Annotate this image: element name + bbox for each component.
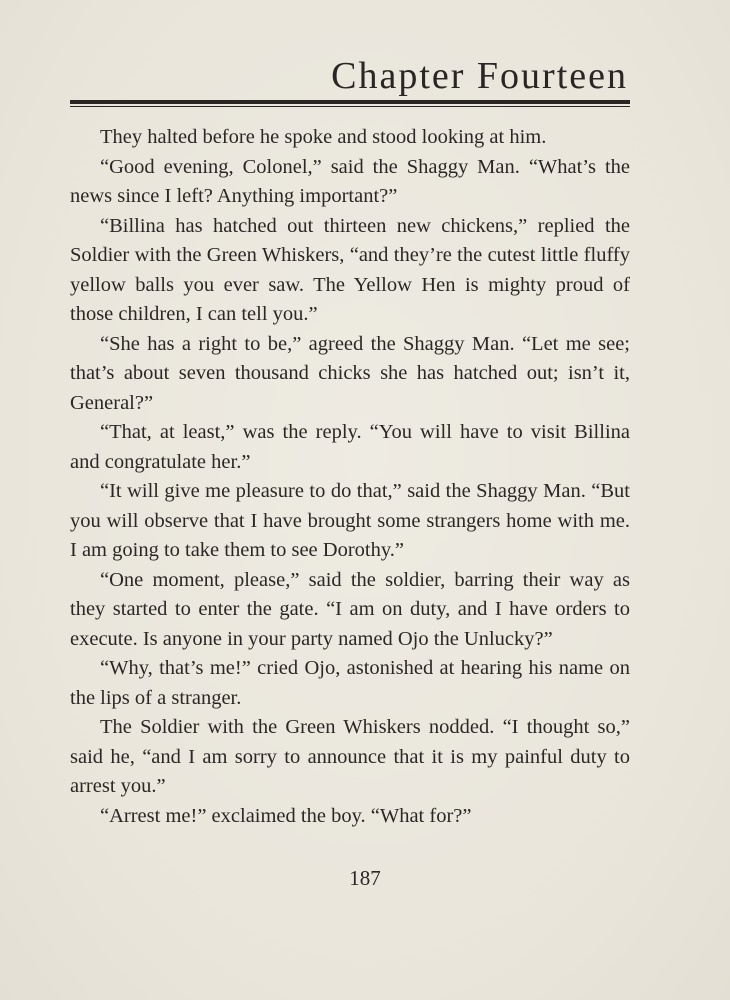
paragraph: “She has a right to be,” agreed the Shaggy Man. “Let me see; that’s about seven thousand chicks she has hatched out; isn’t it, General?”: [70, 332, 630, 414]
paragraph: “Good evening, Colonel,” said the Shaggy Man. “What’s the news since I left? Anything important?”: [70, 155, 630, 207]
paragraph: “Billina has hatched out thirteen new chickens,” replied the Soldier with the Green Whiskers, “and they’re the cutest little fluffy yellow balls you ever saw. The Yellow Hen is mighty proud of those children, I can tell you.”: [70, 214, 630, 325]
paragraph: “Why, that’s me!” cried Ojo, astonished at hearing his name on the lips of a stranger.: [70, 657, 630, 709]
header-rule-thin: [70, 106, 630, 107]
chapter-title: Chapter Fourteen: [331, 55, 628, 97]
chapter-header: [70, 52, 630, 107]
paragraph: They halted before he spoke and stood looking at him.: [100, 126, 547, 148]
page-number: 187: [349, 866, 381, 890]
paragraph: “One moment, please,” said the soldier, barring their way as they started to enter the gate. “I am on duty, and I have orders to execute. Is anyone in your party named Ojo the Unlucky?”: [70, 568, 630, 650]
paragraph: “It will give me pleasure to do that,” said the Shaggy Man. “But you will observe that I have brought some strangers home with me. I am going to take them to see Dorothy.”: [70, 480, 630, 561]
header-rule-thick: [70, 100, 630, 104]
body-text: [70, 123, 630, 831]
paragraph: The Soldier with the Green Whiskers nodded. “I thought so,” said he, “and I am sorry to announce that it is my painful duty to arrest you.”: [70, 716, 630, 797]
paragraph: “That, at least,” was the reply. “You will have to visit Billina and congratulate her.”: [70, 421, 630, 473]
paragraph: “Arrest me!” exclaimed the boy. “What for?”: [100, 804, 472, 827]
